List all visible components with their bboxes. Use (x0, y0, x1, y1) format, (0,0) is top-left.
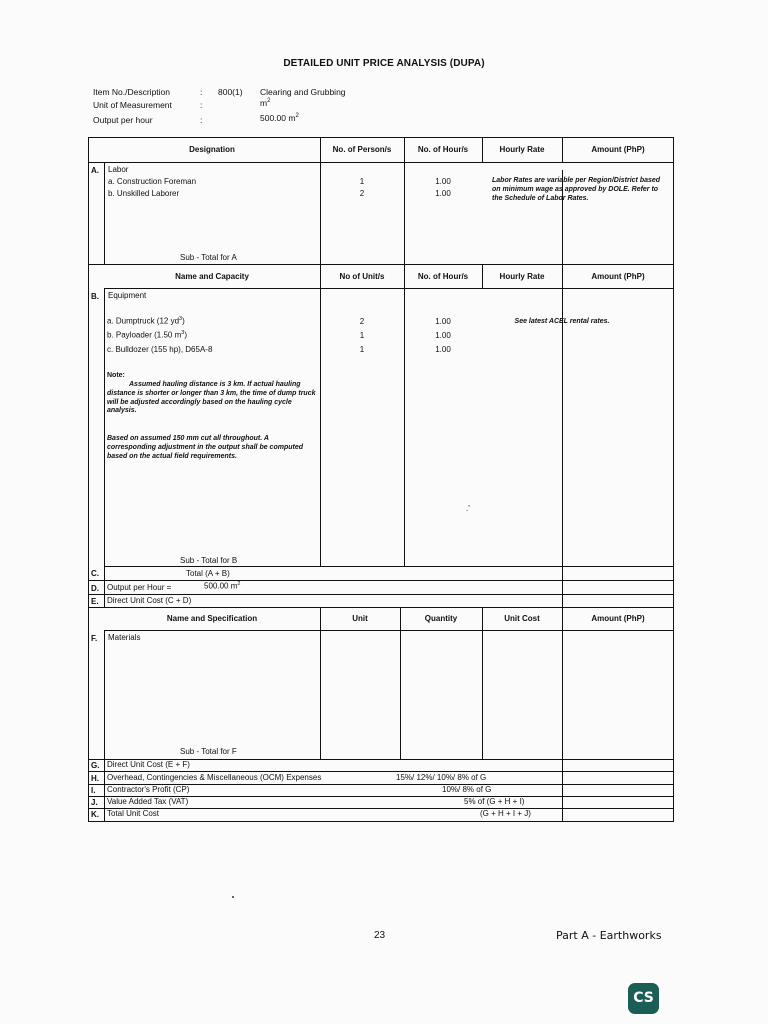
unit-value: $m^2$ (260, 98, 271, 108)
row-letter: C. (91, 569, 99, 578)
direct-unit-cost-ce: Direct Unit Cost (C + D) (107, 596, 192, 605)
item-description: Clearing and Grubbing (260, 87, 346, 97)
equipment-hours: 1.00 (435, 331, 451, 340)
section-heading: Materials (108, 633, 141, 642)
item-no: 800(1) (218, 87, 243, 97)
equipment-units: 1 (359, 345, 365, 354)
equipment-item: a. Dumptruck (12 $yd^3$) (107, 316, 185, 326)
part-label: Part A - Earthworks (556, 929, 662, 942)
colon: : (200, 100, 203, 110)
row-letter: D. (91, 584, 99, 593)
note-label: Note: (107, 372, 125, 379)
col-units: No of Unit/s (339, 272, 385, 281)
equipment-hours: 1.00 (435, 345, 451, 354)
colon: : (200, 87, 203, 97)
row-letter: I. (91, 786, 96, 795)
camscanner-logo: CS (628, 983, 659, 1014)
note-hauling: Assumed hauling distance is 3 km. If actual hauling distance is shorter or longer than 3 km, the time of dump truck will be adjusted accordingly based on the hauling cycle analysis. (107, 381, 316, 415)
dupa-table (88, 137, 674, 822)
col-amount: Amount (PhP) (591, 614, 645, 623)
summary-label: Value Added Tax (VAT) (107, 797, 189, 806)
section-heading: Labor (108, 165, 129, 174)
output-per-hour-label: Output per Hour = (107, 583, 172, 592)
labor-item: a. Construction Foreman (108, 177, 197, 186)
col-unit-cost: Unit Cost (504, 614, 540, 623)
equipment-units: 1 (359, 331, 365, 340)
item-label: Item No./Description (93, 87, 170, 97)
labor-persons: 1 (359, 177, 365, 186)
labor-hours: 1.00 (435, 189, 451, 198)
equipment-rate-note: See latest ACEL rental rates. (514, 318, 610, 325)
total-a-b: Total (A + B) (186, 569, 230, 578)
output-per-hour-value: 500.00 $m^2$ (204, 581, 241, 591)
page-number: 23 (374, 930, 386, 941)
col-amount: Amount (PhP) (591, 145, 645, 154)
col-quantity: Quantity (424, 614, 458, 623)
col-persons: No. of Person/s (332, 145, 392, 154)
col-designation: Designation (189, 145, 235, 154)
equipment-item: b. Payloader (1.50 $m^3$) (107, 330, 187, 340)
col-hourly-rate: Hourly Rate (499, 272, 545, 281)
note-cut: Based on assumed 150 mm cut all throughout. A corresponding adjustment in the output shall be computed based on the actual field requirements. (107, 435, 304, 460)
col-name-capacity: Name and Capacity (175, 272, 249, 281)
unit-label: Unit of Measurement (93, 100, 172, 110)
summary-rate: 5% of (G + H + I) (464, 797, 525, 806)
col-name-spec: Name and Specification (166, 614, 258, 623)
summary-rate: (G + H + I + J) (480, 809, 531, 818)
stray-mark: .' (466, 504, 470, 513)
row-letter: G. (91, 761, 100, 770)
subtotal-b: Sub - Total for B (180, 556, 238, 565)
row-letter: J. (91, 798, 98, 807)
col-unit: Unit (352, 614, 368, 623)
colon: : (200, 115, 203, 125)
summary-rate: 10%/ 8% of G (442, 785, 492, 794)
section-heading: Equipment (108, 291, 147, 300)
row-letter: H. (91, 774, 99, 783)
page-title: DETAILED UNIT PRICE ANALYSIS (DUPA) (283, 58, 485, 69)
labor-hours: 1.00 (435, 177, 451, 186)
equipment-units: 2 (359, 317, 365, 326)
col-hourly-rate: Hourly Rate (499, 145, 545, 154)
col-hours: No. of Hour/s (417, 145, 469, 154)
row-letter: E. (91, 597, 99, 606)
equipment-item: c. Bulldozer (155 hp), D65A-8 (107, 345, 213, 354)
equipment-hours: 1.00 (435, 317, 451, 326)
row-letter: K. (91, 810, 99, 819)
col-hours: No. of Hour/s (417, 272, 469, 281)
summary-label: Contractor's Profit (CP) (107, 785, 190, 794)
col-amount: Amount (PhP) (591, 272, 645, 281)
subtotal-a: Sub - Total for A (180, 253, 237, 262)
summary-rate: 15%/ 12%/ 10%/ 8% of G (396, 773, 487, 782)
section-letter: A. (91, 166, 99, 175)
summary-label: Total Unit Cost (107, 809, 160, 818)
labor-persons: 2 (359, 189, 365, 198)
stray-dot (232, 896, 234, 898)
section-letter: F. (91, 634, 98, 643)
labor-rate-note: Labor Rates are variable per Region/District based on minimum wage as approved by DOLE. Refer to the Schedule of Labor Rates. (492, 177, 661, 202)
subtotal-f: Sub - Total for F (180, 747, 237, 756)
output-label: Output per hour (93, 115, 153, 125)
section-letter: B. (91, 292, 99, 301)
output-value: 500.00 $m^2$ (260, 113, 299, 123)
labor-item: b. Unskilled Laborer (108, 189, 180, 198)
summary-label: Overhead, Contingencies & Miscellaneous (OCM) Expenses (107, 773, 322, 782)
summary-label: Direct Unit Cost (E + F) (107, 760, 190, 769)
